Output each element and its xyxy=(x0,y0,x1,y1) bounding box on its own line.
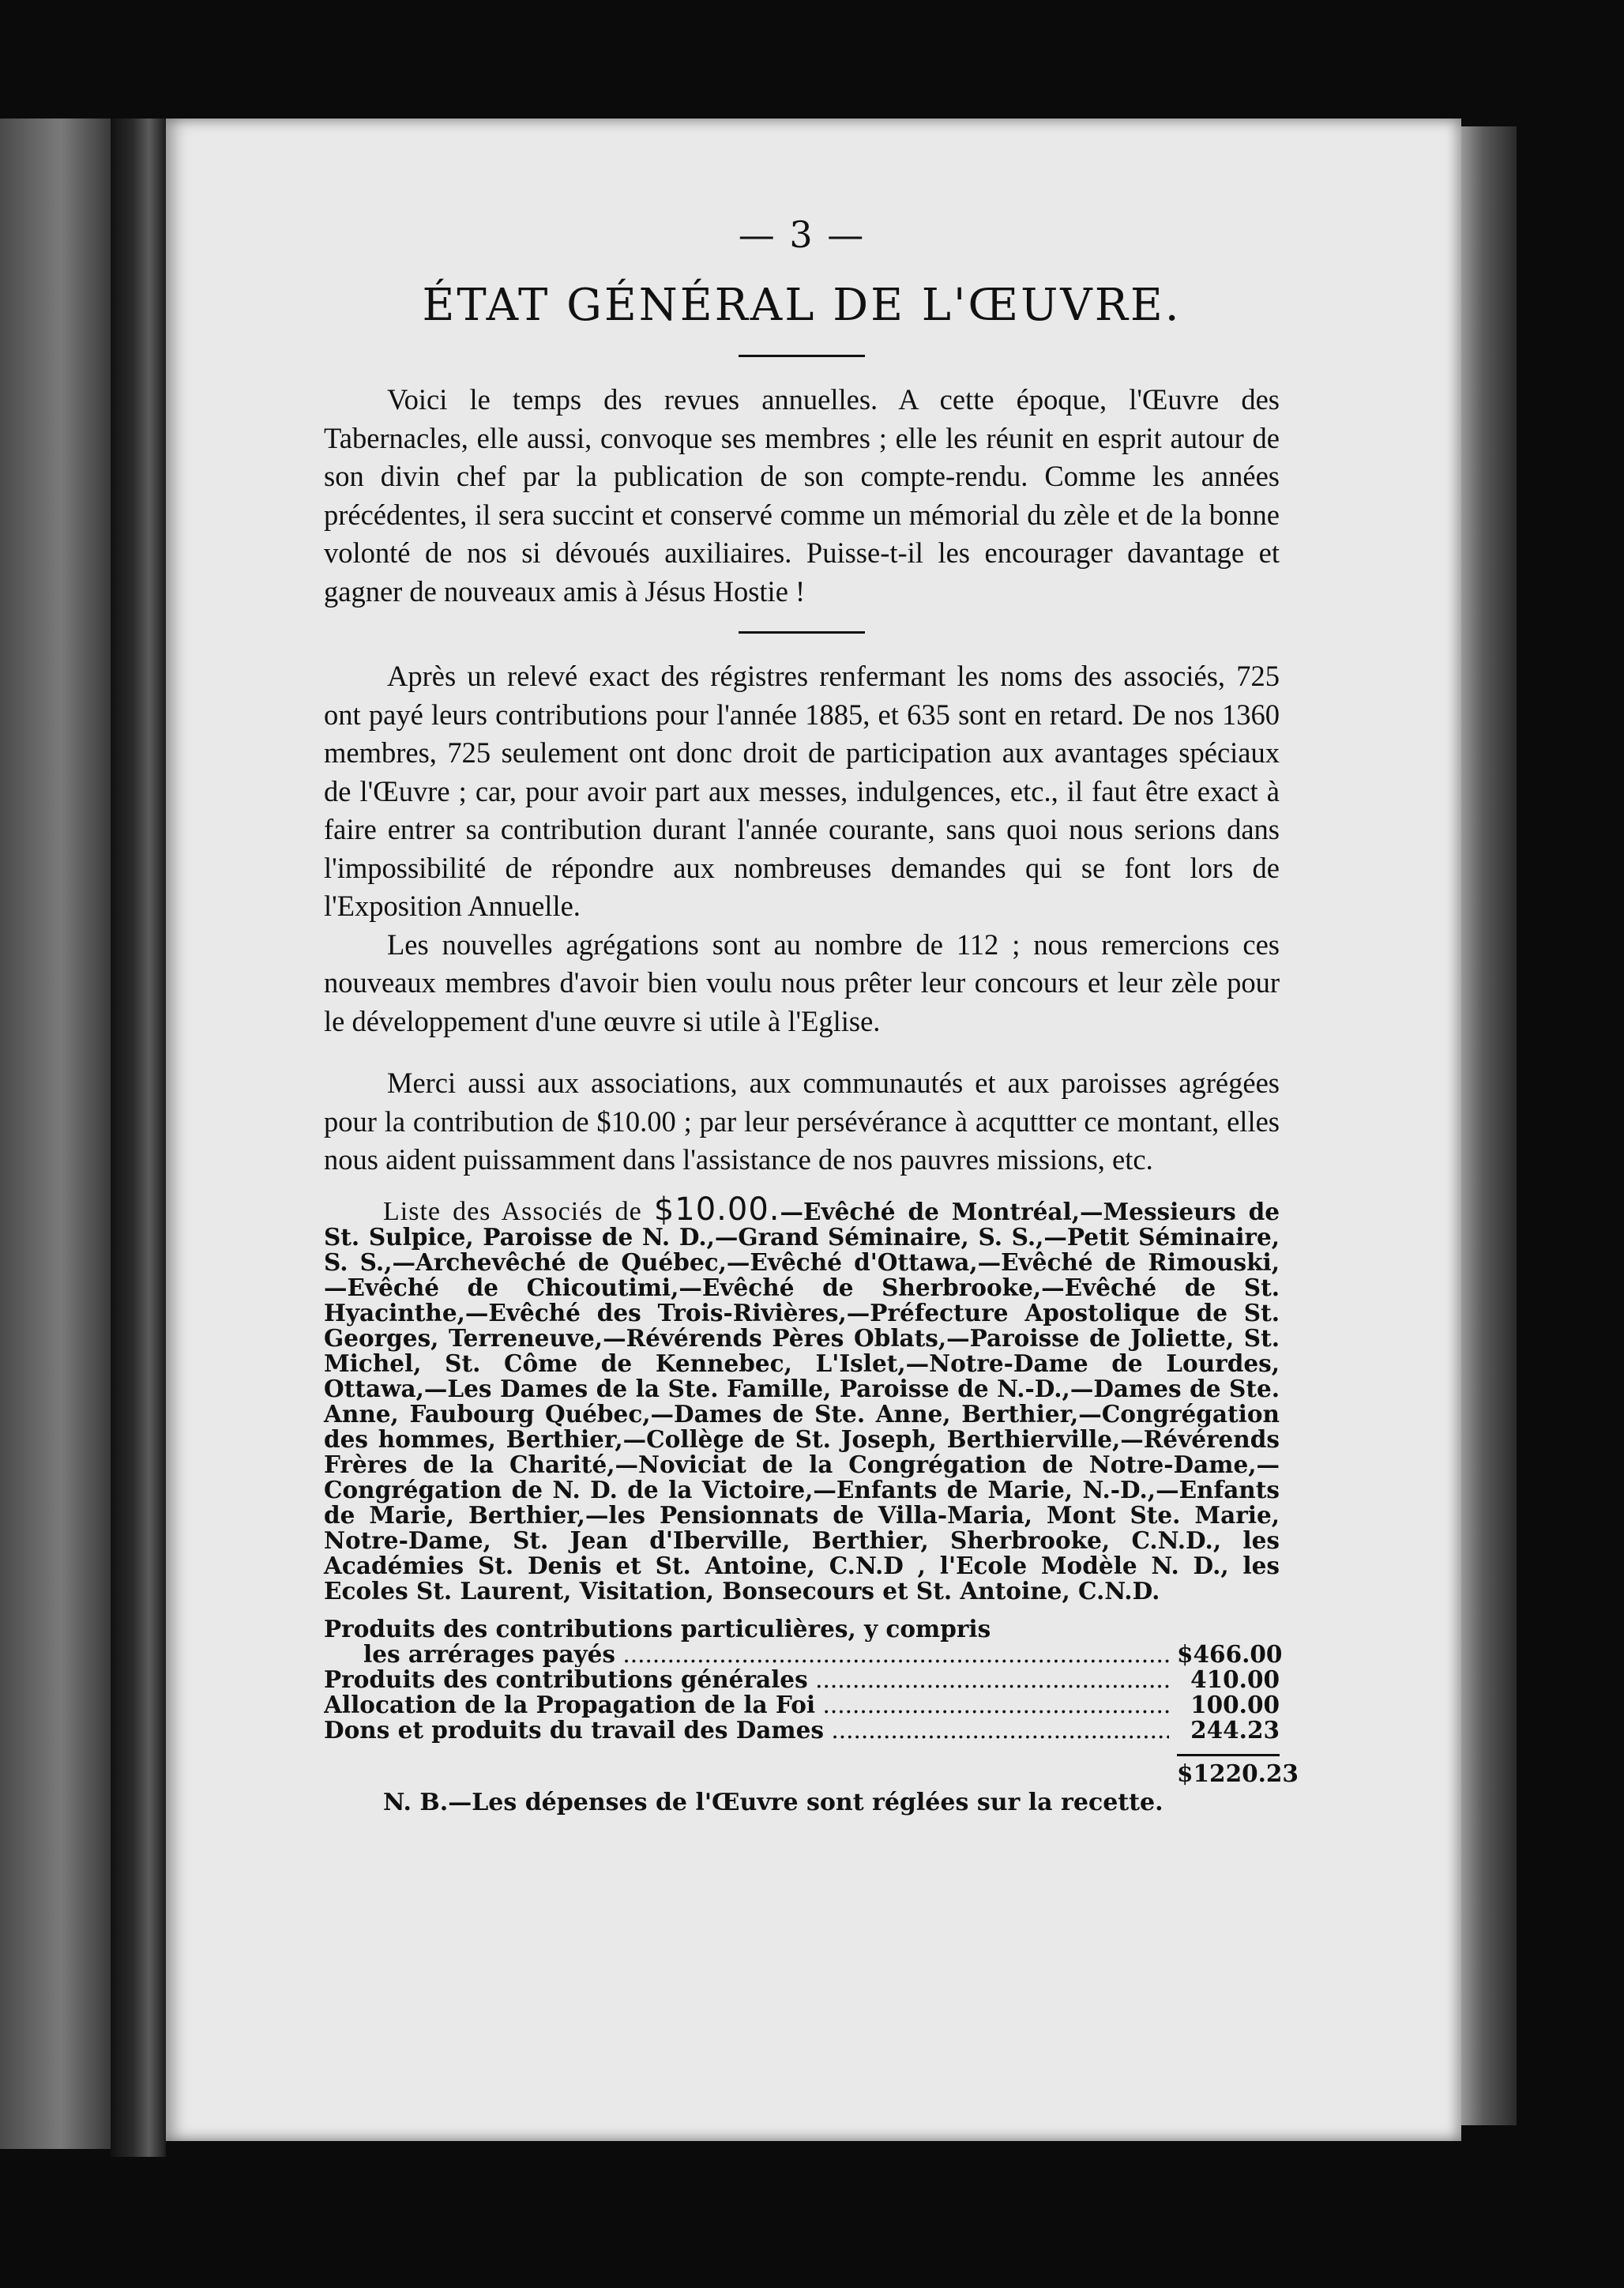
title-divider xyxy=(739,355,865,357)
paragraph-registers: Après un relevé exact des régistres renfermant les noms des associés, 725 ont payé leurs contributions pour l'année 1885, et 635 sont en retard. De nos 1360 membres, 725 seulement ont donc droit de participation aux avantages spéciaux de l'Œuvre ; car, pour avoir part aux messes, indulgences, etc., il faut être exact à faire entrer sa contribution durant l'année courante, sans quoi nous serions dans l'impossibilité de répondre aux nombreuses demandes qui se font lors de l'Exposition Annuelle. xyxy=(324,660,1280,922)
account-label: Produits des contributions générales ..... xyxy=(324,1667,1169,1692)
account-row xyxy=(324,1715,1280,1744)
page-stack-edge xyxy=(1461,126,1517,2125)
account-total: $1220.23 xyxy=(1177,1759,1299,1787)
associates-list xyxy=(324,1191,1280,1605)
book-spine xyxy=(111,119,166,2157)
section-divider xyxy=(739,631,865,634)
account-label: Allocation de la Propagation de la Foi ..... xyxy=(324,1692,1169,1718)
account-value: 100.00 xyxy=(1190,1690,1280,1718)
account-label: Produits des contributions particulières, y compris xyxy=(324,1616,991,1642)
account-value: 244.23 xyxy=(1190,1715,1280,1744)
account-label: les arrérages payés ..... xyxy=(324,1642,1169,1667)
paragraph-new-aggregations: Les nouvelles agrégations sont au nombre de 112 ; nous remercions ces nouveaux membres d'avoir bien voulu nous prêter leur concours et leur zèle pour le développement d'une œuvre si utile à l'Eglise. xyxy=(324,928,1280,1037)
associates-lead xyxy=(324,1191,780,1228)
account-row xyxy=(324,1692,1280,1718)
accounts-table xyxy=(324,1616,1299,1787)
facing-page-edge xyxy=(0,119,111,2149)
account-row xyxy=(324,1667,1280,1692)
account-row xyxy=(324,1639,1283,1668)
associates-text: —Evêché de Montréal,—Messieurs de St. Sulpice, Paroisse de N. D.,—Grand Séminaire, S. S.,—Petit Séminaire, S. S.,—Archevêché de Québec,—Evêché d'Ottawa,—Evêché de Rimouski,—Evêché de Chicoutimi,—Evêché de Sherbrooke,—Evêché de St. Hyacinthe,—Evêché des Trois-Rivières,—Préfecture Apostolique de St. Georges, Terreneuve,—Révérends Pères Oblats,—Paroisse de Joliette, St. Michel, St. Côme de Kennebec, L'Islet,—Notre-Dame de Lourdes, Ottawa,—Les Dames de la Ste. Famille, Paroisse de N.-D.,—Dames de Ste. Anne, Faubourg Québec,—Dames de Ste. Anne, Berthier,—Congrégation des hommes, Berthier,—Collège de St. Joseph, Berthierville,—Révérends Frères de la Charité,—Noviciat de la Congrégation de Notre-Dame,—Congrégation de N. D. de la Victoire,—Enfants de Marie, N.-D.,—Enfants de Marie, Berthier,—les Pensionnats de Villa-Maria, Mont Ste. Marie, Notre-Dame, St. Jean d'Iberville, Berthier, Sherbrooke, C.N.D., les Académies St. Denis et St. Antoine, C.N.D , l'Ecole Modèle N. D., les Ecoles St. Laurent, Visitation, Bonsecours et St. Antoine, C.N.D. xyxy=(324,1197,1280,1605)
footnote: N. B.—Les dépenses de l'Œuvre sont réglées sur la recette. xyxy=(383,1788,1163,1816)
page-title: ÉTAT GÉNÉRAL DE L'ŒUVRE. xyxy=(422,280,1182,331)
paragraph-thanks: Merci aussi aux associations, aux communautés et aux paroisses agrégées pour la contribution de $10.00 ; par leur persévérance à acquttter ce montant, elles nous aident puissamment dans l'assistance de nos pauvres missions, etc. xyxy=(324,1067,1280,1176)
associates-lead-amount: $10.00. xyxy=(653,1191,780,1228)
account-row xyxy=(324,1616,1280,1642)
account-value: 410.00 xyxy=(1190,1665,1280,1693)
associates-lead-text: Liste des Associés de xyxy=(383,1196,642,1226)
page-content xyxy=(324,213,1299,1816)
paragraph-intro: Voici le temps des revues annuelles. A cette époque, l'Œuvre des Tabernacles, elle aussi, convoque ses membres ; elle les réunit en esprit autour de son divin chef par la publication de son compte-rendu. Comme les années précédentes, il sera succint et conservé comme un mémorial du zèle et de la bonne volonté de nos si dévoués auxiliaires. Puisse-t-il les encourager davantage et gagner de nouveaux amis à Jésus Hostie ! xyxy=(324,383,1280,608)
paragraph-gap xyxy=(324,1041,1280,1064)
total-row xyxy=(324,1759,1299,1787)
total-rule xyxy=(1177,1754,1280,1756)
account-value: $466.00 xyxy=(1177,1639,1283,1668)
account-label: Dons et produits du travail des Dames ..... xyxy=(324,1718,1169,1743)
page-number: — 3 — xyxy=(738,213,866,256)
